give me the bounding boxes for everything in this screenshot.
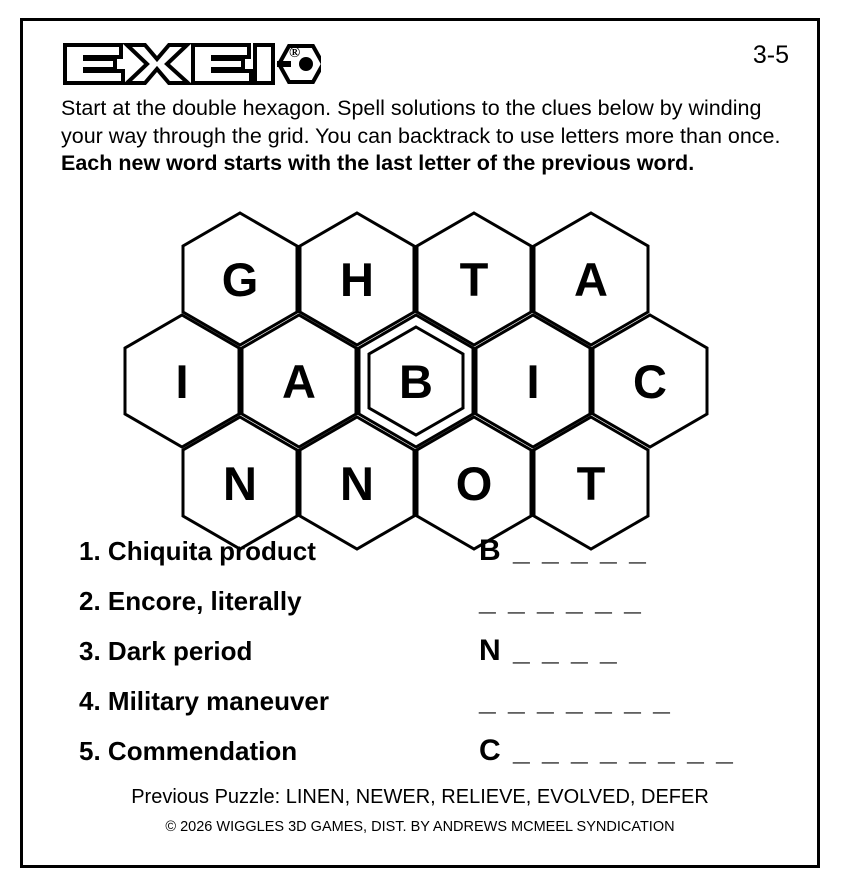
- hex-cell-n-r2c1[interactable]: [298, 415, 416, 551]
- clue-row: [59, 586, 789, 636]
- clue-label: Commendation: [107, 736, 298, 766]
- clue-label: Chiquita product: [107, 536, 316, 566]
- hex-letter: T: [576, 456, 606, 510]
- hex-letter: C: [633, 354, 667, 408]
- clue-text: [79, 536, 316, 567]
- registered-trademark-icon: ®: [289, 45, 301, 61]
- clue-row: [59, 536, 789, 586]
- clue-row: [59, 686, 789, 736]
- instructions-emphasis: Each new word starts with the last letter of the previous word.: [61, 151, 695, 176]
- hex-letter: H: [340, 252, 374, 306]
- hex-cell-t-r2c3[interactable]: [532, 415, 650, 551]
- hex-letter: I: [175, 354, 189, 408]
- puzzle-card: [20, 18, 820, 868]
- hex-letter: A: [282, 354, 316, 408]
- clue-answer-blanks[interactable]: B _ _ _ _ _: [479, 534, 648, 567]
- lexigo-logo-graphic: [61, 37, 321, 89]
- clue-text: [79, 686, 329, 717]
- clue-label: Encore, literally: [107, 586, 302, 616]
- clue-row: [59, 636, 789, 686]
- previous-puzzle-answers: Previous Puzzle: LINEN, NEWER, RELIEVE, EVOLVED, DEFER: [131, 786, 709, 808]
- clue-list: [59, 536, 789, 786]
- clue-number: 3.: [79, 636, 101, 666]
- instructions-text: Start at the double hexagon. Spell solutions to the clues below by winding your way through the grid. You can backtrack to use letters more than once.: [61, 96, 781, 148]
- clue-text: [79, 736, 297, 767]
- hex-letter: N: [223, 456, 257, 510]
- hex-letter: O: [455, 456, 493, 510]
- puzzle-number: 3-5: [752, 41, 789, 69]
- instructions: [61, 95, 791, 178]
- clue-label: Military maneuver: [107, 686, 330, 716]
- clue-number: 5.: [79, 736, 101, 766]
- clue-number: 4.: [79, 686, 101, 716]
- lexigo-logo: [61, 37, 321, 89]
- hex-letter: N: [340, 456, 374, 510]
- hex-letter: A: [574, 252, 608, 306]
- clue-label: Dark period: [107, 636, 253, 666]
- clue-answer-blanks[interactable]: _ _ _ _ _ _: [479, 584, 643, 617]
- hex-letter: B: [399, 354, 433, 408]
- copyright-notice: © 2026 WIGGLES 3D GAMES, DIST. BY ANDREWS MCMEEL SYNDICATION: [165, 819, 675, 835]
- clue-answer-blanks[interactable]: N _ _ _ _: [479, 634, 619, 667]
- clue-row: [59, 736, 789, 786]
- hex-letter: I: [526, 354, 540, 408]
- hex-letter: G: [221, 252, 259, 306]
- hex-cell-o-r2c2[interactable]: [415, 415, 533, 551]
- clue-text: [79, 636, 252, 667]
- clue-text: [79, 586, 302, 617]
- clue-number: 1.: [79, 536, 101, 566]
- clue-number: 2.: [79, 586, 101, 616]
- hex-cell-n-r2c0[interactable]: [181, 415, 299, 551]
- clue-answer-blanks[interactable]: _ _ _ _ _ _ _: [479, 684, 672, 717]
- clue-answer-blanks[interactable]: C _ _ _ _ _ _ _ _: [479, 734, 735, 767]
- hex-grid: [123, 211, 743, 531]
- hex-letter: T: [459, 252, 489, 306]
